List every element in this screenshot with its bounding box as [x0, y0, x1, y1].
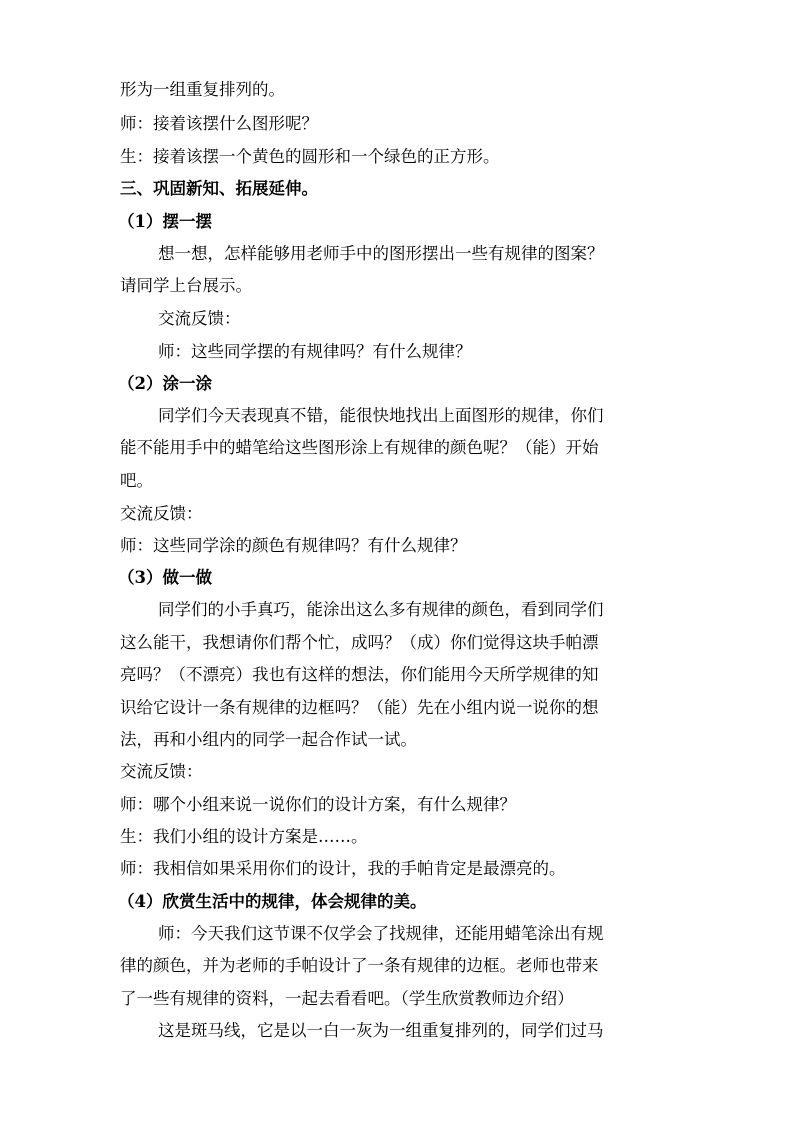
paragraph-line: 形为一组重复排列的。 — [120, 80, 285, 99]
dialogue-line: 师：今天我们这节课不仅学会了找规律，还能用蜡笔涂出有规 — [158, 924, 604, 943]
paragraph-line: 了一些有规律的资料，一起去看看吧。（学生欣赏教师边介绍） — [120, 989, 574, 1008]
subsection-heading: （3）做一做 — [118, 568, 212, 587]
dialogue-line: 师：接着该摆什么图形呢？ — [120, 114, 318, 133]
paragraph-line: 吧。 — [120, 471, 153, 490]
subsection-heading: （1）摆一摆 — [118, 212, 212, 231]
paragraph-line: 同学们的小手真巧，能涂出这么多有规律的颜色，看到同学们 — [158, 600, 604, 619]
paragraph-line: 这是斑马线，它是以一白一灰为一组重复排列的，同学们过马 — [158, 1021, 604, 1040]
section-heading: 三、巩固新知、拓展延伸。 — [120, 179, 318, 198]
feedback-label: 交流反馈： — [120, 762, 203, 781]
dialogue-line: 师：哪个小组来说一说你们的设计方案，有什么规律？ — [120, 795, 516, 814]
paragraph-line: 法，再和小组内的同学一起合作试一试。 — [120, 730, 417, 749]
paragraph-line: 亮吗？（不漂亮）我也有这样的想法，你们能用今天所学规律的知 — [120, 665, 599, 684]
paragraph-line: 请同学上台展示。 — [120, 276, 252, 295]
subsection-heading: （2）涂一涂 — [118, 374, 212, 393]
paragraph-line: 想一想，怎样能够用老师手中的图形摆出一些有规律的图案？ — [158, 244, 604, 263]
dialogue-line: 师：我相信如果采用你们的设计，我的手帕肯定是最漂亮的。 — [120, 859, 566, 878]
feedback-label: 交流反馈： — [120, 504, 203, 523]
paragraph-line: 同学们今天表现真不错，能很快地找出上面图形的规律，你们 — [158, 406, 604, 425]
dialogue-line: 生：我们小组的设计方案是……。 — [120, 827, 368, 846]
paragraph-line: 识给它设计一条有规律的边框吗？（能）先在小组内说一说你的想 — [120, 698, 599, 717]
paragraph-line: 律的颜色，并为老师的手帕设计了一条有规律的边框。老师也带来 — [120, 956, 599, 975]
dialogue-line: 师：这些同学摆的有规律吗？有什么规律？ — [158, 342, 472, 361]
paragraph-line: 这么能干，我想请你们帮个忙，成吗？（成）你们觉得这块手帕漂 — [120, 633, 599, 652]
dialogue-line: 师：这些同学涂的颜色有规律吗？有什么规律？ — [120, 536, 467, 555]
dialogue-line: 生：接着该摆一个黄色的圆形和一个绿色的正方形。 — [120, 147, 500, 166]
paragraph-line: 能不能用手中的蜡笔给这些图形涂上有规律的颜色呢？（能）开始 — [120, 438, 599, 457]
subsection-heading: （4）欣赏生活中的规律，体会规律的美。 — [118, 892, 427, 911]
feedback-label: 交流反馈： — [158, 309, 241, 328]
